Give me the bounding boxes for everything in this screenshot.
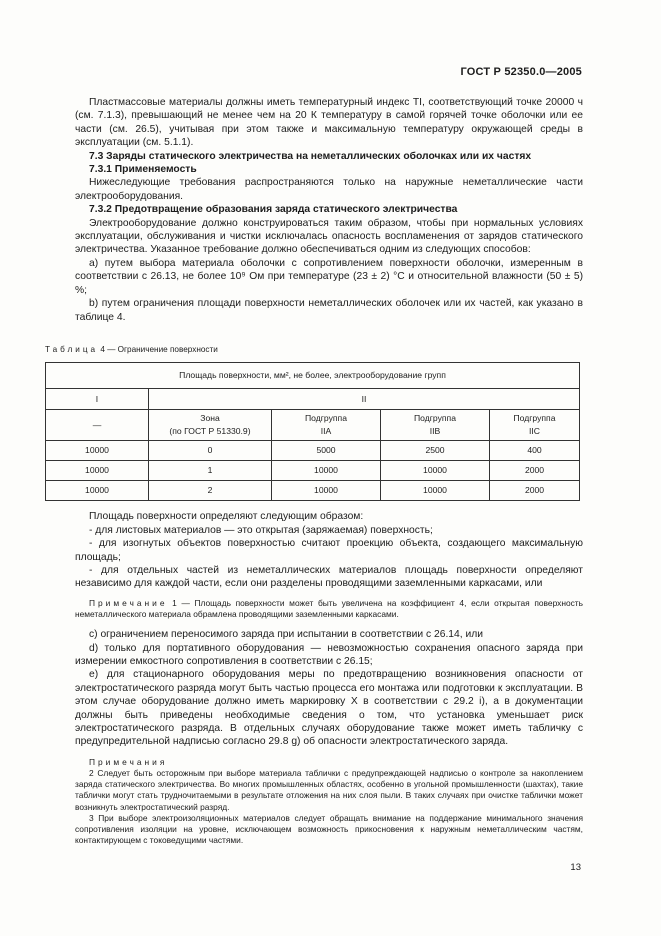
note-2: 2 Следует быть осторожным при выборе материала таблички с предупреждающей надписью о контроле за накоплением заряда статического электричества. Во многих промышленных областях, особенно в угольной промышленности (шахтах), такие таблички могут стать трудночитаемыми в результате отложения на них слоя пыли. В таких случаях при очистке таблички может возникнуть электростатический разряд.	[75, 768, 583, 812]
surface-area-item-curved: - для изогнутых объектов поверхностью считают проекцию объекта, создающего максимальную площадь;	[75, 538, 583, 563]
table-row	[46, 441, 580, 461]
cell: 400	[490, 441, 580, 461]
cell: 1	[149, 461, 272, 481]
cell: 10000	[381, 461, 490, 481]
table-title-cell: Площадь поверхности, мм², не более, электрооборудование групп	[46, 363, 580, 389]
cell: 10000	[46, 481, 149, 501]
item-b: b) путем ограничения площади поверхности неметаллических оболочек или их частей, как указано в таблице 4.	[75, 298, 583, 323]
section-7-3-1-heading: 7.3.1 Применяемость	[89, 164, 197, 176]
cell: 0	[149, 441, 272, 461]
cell: 5000	[272, 441, 381, 461]
section-7-3-heading: 7.3 Заряды статического электричества на неметаллических оболочках или их частях	[89, 150, 532, 162]
note-1-text: 1 — Площадь поверхности может быть увеличена на коэффициент 4, если открытая поверхность неметаллического материала обрамлена проводящими заземленными каркасами.	[75, 597, 583, 619]
col-header-zone: Зона (по ГОСТ Р 51330.9)	[149, 410, 272, 441]
cell: 10000	[46, 461, 149, 481]
cell: 2500	[381, 441, 490, 461]
item-a: a) путем выбора материала оболочки с сопротивлением поверхности оболочки, измеренным в соответствии с 26.13, не более 10⁹ Ом при температуре (23 ± 2) °С и относительной влажности (50 ± 5) %;	[75, 257, 583, 296]
group-ii-header: II	[149, 389, 580, 410]
note-1	[75, 598, 583, 620]
item-e: e) для стационарного оборудования меры по предотвращению возникновения опасности от электростатического разряда могут быть частью процесса его монтажа или подготовки к эксплуатации. В этом случае оборудование должно иметь маркировку Х в соответствии с 29.2 i), а в документации должны быть приведены необходимые сведения о том, что установка уменьшает риск электростатического разряда. В отдельных случаях оборудование также может иметь табличку с предупредительной надписью согласно 29.8 g) об опасности электростатического заряда.	[75, 669, 583, 748]
page-number: 13	[570, 862, 581, 873]
note-1-label: Примечание	[89, 597, 168, 608]
section-7-3-1-text: Нижеследующие требования распространяются только на наружные неметаллические части электрооборудования.	[75, 177, 583, 202]
section-7-3-2-text: Электрооборудование должно конструироваться таким образом, чтобы при нормальных условиях эксплуатации, обслуживания и чистки исключалась опасность воспламенения от зарядов статического электричества. Указанное требование должно обеспечиваться одним из следующих способов:	[75, 217, 583, 256]
col-header-dash: —	[46, 410, 149, 441]
cell: 10000	[381, 481, 490, 501]
group-i-header: I	[46, 389, 149, 410]
col-header-iic: Подгруппа IIC	[490, 410, 580, 441]
document-code-header: ГОСТ Р 52350.0—2005	[460, 66, 582, 78]
table-4-caption	[45, 343, 583, 356]
note-3: 3 При выборе электроизоляционных материалов следует обращать внимание на поддержание минимального значения сопротивления изоляции на уровне, исключающем возможность прикосновения к наружным неметаллическим частям, контактирующем с токоведущими частями.	[75, 812, 583, 846]
cell: 2000	[490, 481, 580, 501]
section-7-3-2-heading: 7.3.2 Предотвращение образования заряда статического электричества	[89, 204, 458, 216]
table-row	[46, 481, 580, 501]
cell: 10000	[272, 481, 381, 501]
surface-area-item-parts: - для отдельных частей из неметаллических материалов площадь поверхности определяют независимо для каждой части, если они разделены проводящими заземленными каркасами, или	[75, 564, 583, 590]
notes-label: Примечания	[89, 756, 168, 767]
cell: 2	[149, 481, 272, 501]
table-4	[45, 362, 580, 501]
col-header-iib: Подгруппа IIB	[381, 410, 490, 441]
cell: 10000	[272, 461, 381, 481]
cell: 2000	[490, 461, 580, 481]
table-caption-prefix: Таблица	[45, 344, 99, 354]
surface-area-item-sheet: - для листовых материалов — это открытая (заряжаемая) поверхность;	[89, 524, 433, 536]
table-row	[46, 461, 580, 481]
paragraph-plastics: Пластмассовые материалы должны иметь температурный индекс TI, соответствующий точке 20000 ч (см. 7.1.3), превышающий не менее чем на 20 К температуру в самой горячей точке оболочки или ее части (см. 26.5), учитывая при этом также и максимальную температуру окружающей среды в эксплуатации (см. 5.1.1).	[75, 97, 583, 149]
item-c: c) ограничением переносимого заряда при испытании в соответствии с 26.14, или	[89, 629, 483, 641]
col-header-iia: Подгруппа IIA	[272, 410, 381, 441]
surface-area-intro: Площадь поверхности определяют следующим образом:	[89, 511, 364, 523]
cell: 10000	[46, 441, 149, 461]
item-d: d) только для портативного оборудования — невозможностью сохранения опасного заряда при измерении емкостного сопротивления в соответствии с 26.15;	[75, 642, 583, 667]
table-caption-text: 4 — Ограничение поверхности	[100, 344, 218, 354]
page-content	[45, 96, 583, 846]
